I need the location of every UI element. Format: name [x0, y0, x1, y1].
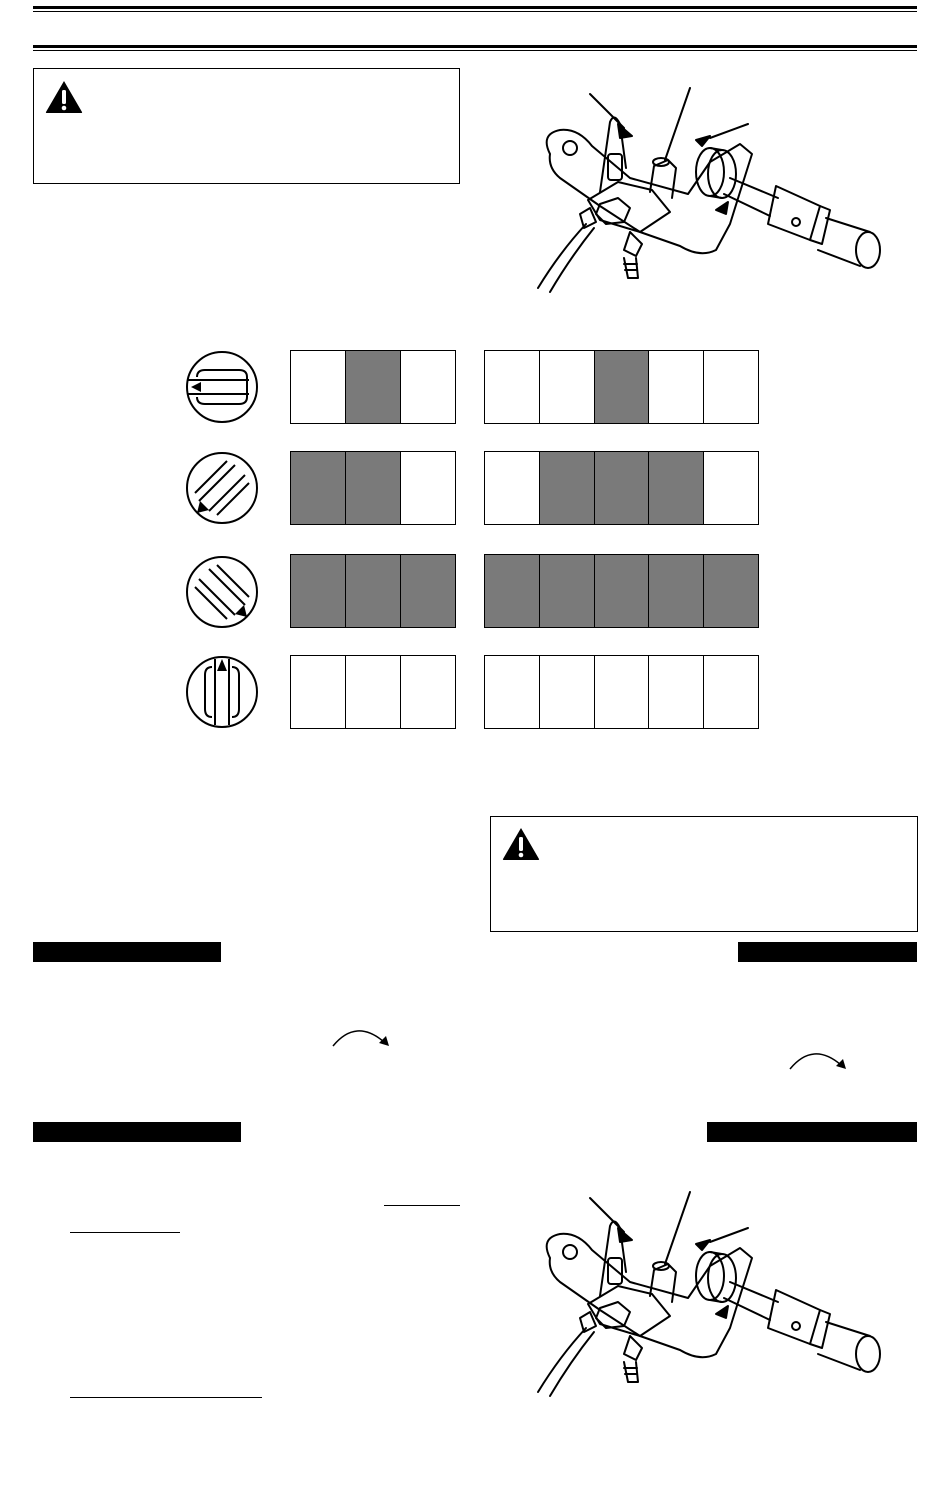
warning-box-right	[490, 816, 918, 932]
top-rule-thin	[33, 11, 917, 12]
top-rule-thick	[33, 6, 917, 9]
right-burner-row-4	[484, 655, 759, 729]
burner-cell-lit	[595, 555, 650, 627]
warning-triangle-icon	[502, 827, 540, 861]
left-burner-row-1	[290, 350, 456, 424]
left-burner-row-2	[290, 451, 456, 525]
warning-box-top	[33, 68, 460, 184]
burner-cell	[485, 452, 540, 524]
right-burner-row-2	[484, 451, 759, 525]
burner-cell	[291, 351, 346, 423]
left-burner-row-4	[290, 655, 456, 729]
curved-arrow-icon	[787, 1047, 849, 1073]
section-rule-thin	[33, 50, 917, 51]
burner-cell-lit	[485, 555, 540, 627]
burner-cell-lit	[401, 555, 455, 627]
burner-cell-lit	[346, 555, 401, 627]
underline-mark	[384, 1205, 460, 1206]
control-knob-position-2-icon	[185, 451, 259, 525]
pilot-burner-assembly-illustration	[520, 82, 890, 294]
control-knob-position-3-icon	[185, 555, 259, 629]
burner-cell	[401, 351, 455, 423]
left-burner-row-3	[290, 554, 456, 628]
section-heading-bar-left-2	[33, 1122, 241, 1142]
burner-cell	[401, 452, 455, 524]
burner-cell-lit	[346, 452, 401, 524]
burner-cell	[595, 656, 650, 728]
burner-cell-lit	[595, 351, 650, 423]
burner-cell	[291, 656, 346, 728]
burner-cell	[485, 351, 540, 423]
burner-cell-lit	[649, 555, 704, 627]
burner-cell-lit	[540, 452, 595, 524]
control-knob-position-1-icon	[185, 350, 259, 424]
burner-cell	[485, 656, 540, 728]
burner-cell	[649, 656, 704, 728]
burner-cell-lit	[595, 452, 650, 524]
section-heading-bar-left-1	[33, 942, 221, 962]
section-heading-bar-right-2	[707, 1122, 917, 1142]
right-burner-row-1	[484, 350, 759, 424]
warning-triangle-icon	[45, 80, 83, 114]
section-heading-bar-right-1	[738, 942, 917, 962]
burner-cell	[346, 656, 401, 728]
underline-mark	[70, 1232, 180, 1233]
burner-cell-lit	[704, 555, 758, 627]
burner-cell	[401, 656, 455, 728]
burner-cell	[540, 656, 595, 728]
curved-arrow-icon	[330, 1024, 392, 1050]
burner-cell-lit	[649, 452, 704, 524]
burner-cell	[704, 656, 758, 728]
burner-cell-lit	[346, 351, 401, 423]
burner-cell-lit	[291, 452, 346, 524]
pilot-burner-assembly-illustration	[520, 1186, 890, 1398]
underline-mark	[70, 1397, 262, 1398]
control-knob-position-4-icon	[185, 655, 259, 729]
section-rule-thick	[33, 45, 917, 48]
burner-cell	[704, 452, 758, 524]
burner-cell	[540, 351, 595, 423]
right-burner-row-3	[484, 554, 759, 628]
burner-cell-lit	[540, 555, 595, 627]
burner-cell	[704, 351, 758, 423]
burner-cell-lit	[291, 555, 346, 627]
burner-cell	[649, 351, 704, 423]
